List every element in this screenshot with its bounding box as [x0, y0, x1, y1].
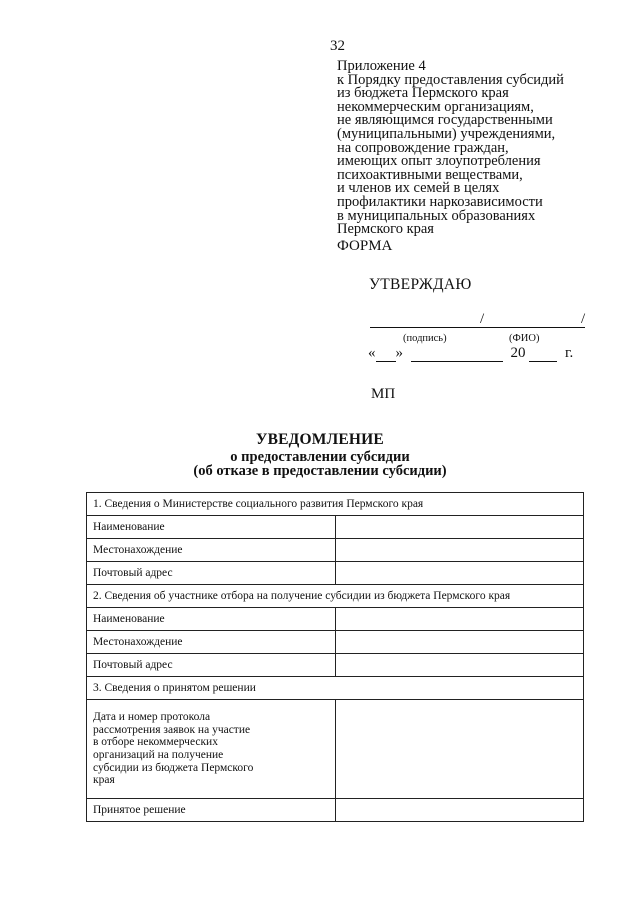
- appendix-line: Пермского края: [337, 221, 434, 238]
- field-label: Наименование: [87, 516, 336, 539]
- day-blank: [376, 347, 396, 362]
- approval-date-row: [368, 345, 573, 362]
- appendix-line: (муниципальными) учреждениями,: [337, 125, 556, 142]
- table-row: [87, 799, 584, 822]
- table-row: [87, 654, 584, 677]
- field-label: [87, 700, 336, 799]
- label-line: субсидии из бюджета Пермского: [93, 761, 254, 774]
- quote-close: »: [395, 345, 403, 361]
- appendix-line: некоммерческим организациям,: [337, 98, 534, 115]
- participant-name-field[interactable]: [335, 608, 584, 631]
- name-slash: /: [581, 311, 586, 327]
- month-blank: [411, 347, 503, 362]
- section-heading: 3. Сведения о принятом решении: [87, 677, 584, 700]
- ministry-postal-field[interactable]: [335, 562, 584, 585]
- field-label: Почтовый адрес: [87, 562, 336, 585]
- appendix-block: [337, 60, 627, 237]
- appendix-line: к Порядку предоставления субсидий: [337, 71, 564, 88]
- appendix-line: и членов их семей в целях: [337, 180, 500, 197]
- table-row: [87, 562, 584, 585]
- table-row: [87, 539, 584, 562]
- section-heading: 1. Сведения о Министерстве социального развития Пермского края: [87, 493, 584, 516]
- table-row: [87, 585, 584, 608]
- field-label: Местонахождение: [87, 539, 336, 562]
- label-line: рассмотрения заявок на участие: [93, 723, 251, 736]
- year-prefix: 20: [510, 345, 526, 361]
- appendix-line: имеющих опыт злоупотребления: [337, 153, 541, 170]
- signature-slash: /: [480, 311, 485, 327]
- appendix-line: из бюджета Пермского края: [337, 85, 509, 102]
- notice-subtitle: о предоставлении субсидии: [230, 449, 410, 465]
- table-row: [87, 608, 584, 631]
- page-number: 32: [330, 38, 345, 54]
- quote-open: «: [368, 345, 376, 361]
- table-row: [87, 516, 584, 539]
- label-line: края: [93, 774, 115, 787]
- label-line: организаций на получение: [93, 749, 224, 761]
- appendix-line: профилактики наркозависимости: [337, 193, 543, 210]
- table-row: [87, 493, 584, 516]
- label-line: в отборе некоммерческих: [93, 736, 218, 749]
- notice-table: [86, 492, 584, 822]
- decision-field[interactable]: [335, 799, 584, 822]
- year-suffix: г.: [565, 345, 574, 361]
- section-heading: 2. Сведения об участнике отбора на получение субсидии из бюджета Пермского края: [87, 585, 584, 608]
- signature-caption: (подпись): [403, 333, 447, 344]
- field-label: Наименование: [87, 608, 336, 631]
- ministry-name-field[interactable]: [335, 516, 584, 539]
- table-row: [87, 677, 584, 700]
- appendix-line: на сопровождение граждан,: [337, 139, 509, 156]
- appendix-line: не являющимся государственными: [337, 112, 553, 129]
- seal-placeholder: МП: [371, 386, 396, 402]
- notice-subtitle-alt: (об отказе в предоставлении субсидии): [193, 463, 447, 479]
- name-caption: (ФИО): [509, 333, 540, 344]
- table-row: [87, 700, 584, 799]
- form-label: ФОРМА: [337, 238, 393, 254]
- protocol-field[interactable]: [335, 700, 584, 799]
- year-blank: [529, 347, 557, 362]
- field-label: Местонахождение: [87, 631, 336, 654]
- appendix-line: Приложение 4: [337, 58, 426, 74]
- notice-title: УВЕДОМЛЕНИЕ: [256, 431, 384, 448]
- field-label: Принятое решение: [87, 799, 336, 822]
- approval-heading: УТВЕРЖДАЮ: [369, 276, 472, 293]
- field-label: Почтовый адрес: [87, 654, 336, 677]
- signature-line: [370, 327, 585, 328]
- appendix-line: психоактивными веществами,: [337, 166, 523, 183]
- ministry-location-field[interactable]: [335, 539, 584, 562]
- appendix-line: в муниципальных образованиях: [337, 207, 536, 224]
- label-line: Дата и номер протокола: [93, 711, 211, 724]
- participant-location-field[interactable]: [335, 631, 584, 654]
- table-row: [87, 631, 584, 654]
- participant-postal-field[interactable]: [335, 654, 584, 677]
